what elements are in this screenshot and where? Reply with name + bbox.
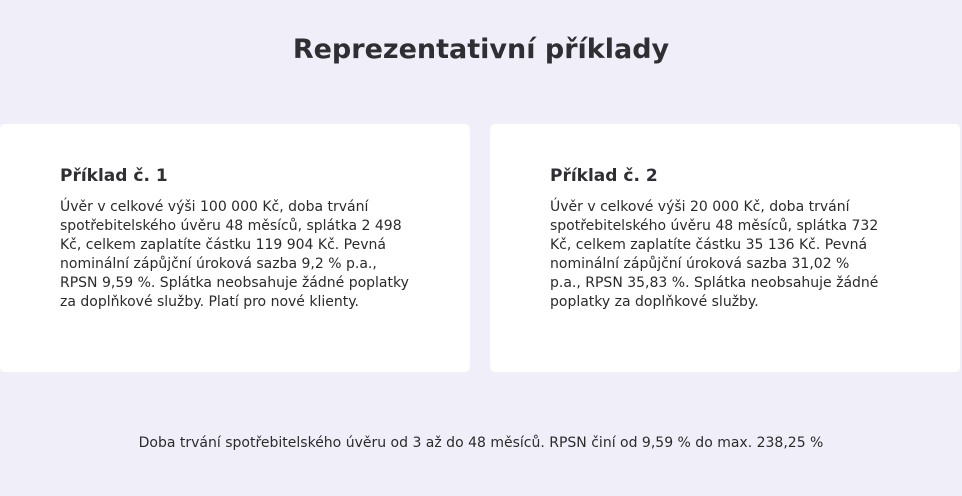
example-heading: Příklad č. 1 xyxy=(60,166,168,186)
footer-note: Doba trvání spotřebitelského úvěru od 3 až do 48 měsíců. RPSN činí od 9,59 % do max. 238,25 % xyxy=(138,435,824,451)
example-text: Úvěr v celkové výši 20 000 Kč, doba trvání spotřebitelského úvěru 48 měsíců, splátka 732 Kč, celkem zaplatíte částku 35 136 Kč. Pevná nominální zápůjční úroková sazba 31,02 % p.a., RPSN 35,83 %. Splátka neobsahuje žádné poplatky za doplňkové služby. xyxy=(550,199,879,310)
example-card-2 xyxy=(490,124,960,372)
example-text: Úvěr v celkové výši 100 000 Kč, doba trvání spotřebitelského úvěru 48 měsíců, splátka 2 498 Kč, celkem zaplatíte částku 119 904 Kč. Pevná nominální zápůjční úroková sazba 9,2 % p.a., RPSN 9,59 %. Splátka neobsahuje žádné poplatky za doplňkové služby. Platí pro nové klienty. xyxy=(60,199,409,310)
page-title: Reprezentativní příklady xyxy=(292,34,670,65)
example-heading: Příklad č. 2 xyxy=(550,166,658,186)
example-card-1 xyxy=(0,124,470,372)
